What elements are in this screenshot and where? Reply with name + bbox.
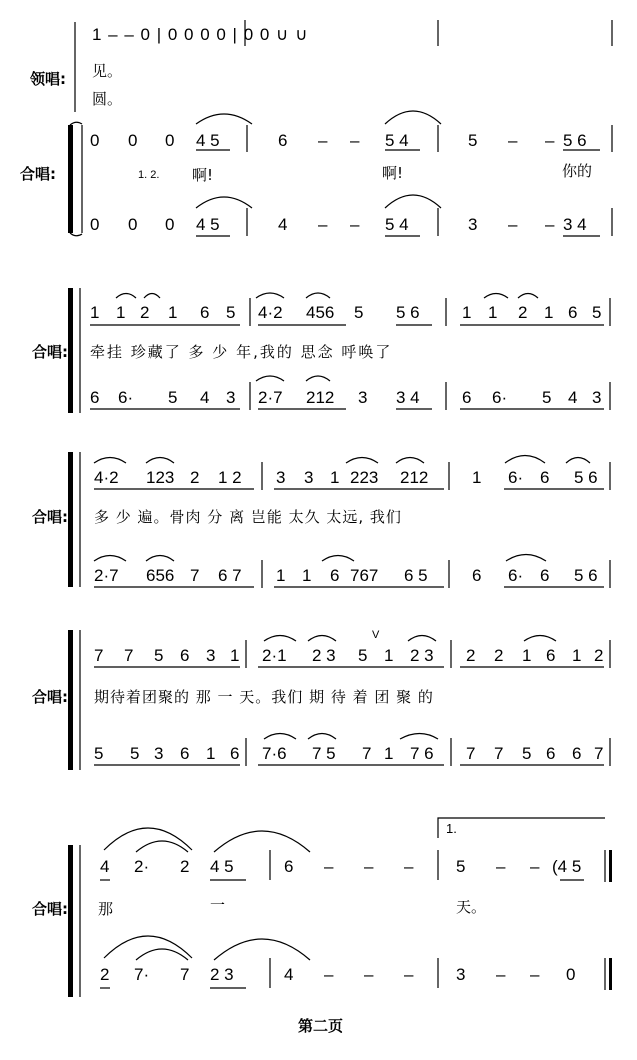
note-token: 3 — [154, 744, 164, 763]
note-token: 3 — [456, 965, 466, 984]
note-token: 3 4 — [563, 215, 587, 234]
note-token: 3 — [206, 646, 216, 665]
note-token: 223 — [350, 468, 379, 487]
note-token: 1 — [472, 468, 482, 487]
note-token: 7 — [190, 566, 200, 585]
note-token: 2 — [180, 857, 190, 876]
note-token: – — [364, 965, 374, 984]
note-token: 4 5 — [210, 857, 234, 876]
note-token: 5 — [354, 303, 364, 322]
note-token: 4 — [278, 215, 288, 234]
note-token: 5 4 — [385, 215, 409, 234]
note-token: 2 — [140, 303, 150, 322]
note-token: 5 — [168, 388, 178, 407]
note-token: – — [350, 215, 360, 234]
note-token: 5 6 — [574, 566, 598, 585]
note-token: 1 — [572, 646, 582, 665]
note-token: – — [508, 215, 518, 234]
note-token: 6 — [278, 131, 288, 150]
note-token: 6 — [330, 566, 340, 585]
note-token: 2 3 — [210, 965, 234, 984]
note-token: 4 5 — [196, 131, 220, 150]
lyric-s5-b: 一 — [210, 896, 226, 914]
note-token: 6 — [90, 388, 100, 407]
lyric-s1-a: 啊! — [192, 166, 214, 184]
note-token: 6· — [118, 388, 134, 407]
note-token: 5 — [522, 744, 532, 763]
volta-1: 1. — [446, 821, 457, 836]
lyric-s5-c: 天。 — [456, 898, 487, 916]
note-token: – — [324, 965, 334, 984]
note-token: – — [364, 857, 374, 876]
note-token: 5 — [154, 646, 164, 665]
note-token: 2 — [190, 468, 200, 487]
lead-notes: 1 – – 0 | 0 0 0 0 | 0 0 ∪ ∪ — [92, 25, 309, 44]
note-token: – — [530, 857, 540, 876]
note-token: 5 6 — [563, 131, 587, 150]
note-token: 656 — [146, 566, 175, 585]
note-token: (4 5 — [552, 857, 582, 876]
note-token: 1 — [330, 468, 340, 487]
note-token: 6 — [180, 646, 190, 665]
note-token: 4 — [200, 388, 210, 407]
note-token: – — [508, 131, 518, 150]
note-token: 767 — [350, 566, 379, 585]
lead-label: 领唱: — [30, 70, 66, 88]
note-token: 2 — [594, 646, 604, 665]
note-token: 6· — [508, 468, 524, 487]
lyric-s1-b: 啊! — [382, 164, 404, 182]
note-token: 5 — [468, 131, 478, 150]
note-token: 0 — [165, 131, 175, 150]
lyric-s3: 多 少 遍。骨肉 分 离 岂能 太久 太远, 我们 — [94, 508, 402, 526]
note-token: 2 3 — [410, 646, 434, 665]
note-token: 5 — [542, 388, 552, 407]
lyric-s4: 期待着团聚的 那 一 天。我们 期 待 着 团 聚 的 — [94, 688, 434, 706]
note-token: 6 — [572, 744, 582, 763]
note-token: 6 — [230, 744, 240, 763]
note-token: 1 — [206, 744, 216, 763]
note-token: 2·7 — [94, 566, 119, 585]
note-token: 1 — [384, 646, 394, 665]
note-token: – — [350, 131, 360, 150]
chorus-label-4: 合唱: — [32, 688, 68, 706]
note-token: – — [318, 215, 328, 234]
note-token: 3 4 — [396, 388, 420, 407]
note-token: 2 — [100, 965, 110, 984]
note-token: 2 — [518, 303, 528, 322]
note-token: 5 6 — [396, 303, 420, 322]
note-token: 6· — [492, 388, 508, 407]
note-token: 7 — [180, 965, 190, 984]
lyric-s2: 牵挂 珍藏了 多 少 年,我的 思念 呼唤了 — [90, 343, 393, 361]
note-token: 5 — [456, 857, 466, 876]
volta-marks: 1. 2. — [138, 169, 160, 181]
note-token: 7· — [134, 965, 150, 984]
note-token: 6 — [180, 744, 190, 763]
note-token: 3 — [592, 388, 602, 407]
chorus-label-1: 合唱: — [20, 165, 56, 183]
note-token: 212 — [400, 468, 429, 487]
note-token: 7 — [362, 744, 372, 763]
note-token: – — [404, 965, 414, 984]
note-token: 1 — [230, 646, 240, 665]
note-token: – — [496, 857, 506, 876]
note-token: 6 5 — [404, 566, 428, 585]
note-token: 6 — [546, 744, 556, 763]
note-token: 4·2 — [258, 303, 283, 322]
chorus-label-5: 合唱: — [32, 900, 68, 918]
note-token: 7 — [594, 744, 604, 763]
note-token: 7 — [466, 744, 476, 763]
note-token: 2 — [494, 646, 504, 665]
note-token: 6 — [546, 646, 556, 665]
note-token: 0 — [90, 131, 100, 150]
note-token: 1 — [116, 303, 126, 322]
note-token: 5 — [358, 646, 368, 665]
chorus-label-3: 合唱: — [32, 508, 68, 526]
note-token: 5 — [226, 303, 236, 322]
note-token: 3 — [226, 388, 236, 407]
lead-lyric-2: 圆。 — [92, 90, 123, 108]
note-token: 1 — [302, 566, 312, 585]
note-token: 0 — [165, 215, 175, 234]
note-token: 7 6 — [410, 744, 434, 763]
note-token: 456 — [306, 303, 335, 322]
note-token: 6· — [508, 566, 524, 585]
note-token: 1 — [522, 646, 532, 665]
note-token: 6 — [540, 566, 550, 585]
note-token: 7 — [124, 646, 134, 665]
note-token: 7 — [494, 744, 504, 763]
note-token: 0 — [128, 131, 138, 150]
note-token: 1 — [168, 303, 178, 322]
note-token: – — [530, 965, 540, 984]
note-token: 1 — [544, 303, 554, 322]
note-token: 4 — [568, 388, 578, 407]
note-token: 2· — [134, 857, 150, 876]
note-token: 5 4 — [385, 131, 409, 150]
note-token: 5 — [592, 303, 602, 322]
note-token: 6 — [200, 303, 210, 322]
note-token: 7 — [94, 646, 104, 665]
note-token: 1 2 — [218, 468, 242, 487]
note-token: 4 — [284, 965, 294, 984]
note-token: 0 — [566, 965, 576, 984]
note-token: 1 — [276, 566, 286, 585]
note-token: 1 — [488, 303, 498, 322]
note-token: 1 — [462, 303, 472, 322]
note-token: 6 — [472, 566, 482, 585]
lead-lyric-1: 见。 — [92, 62, 123, 80]
note-token: 7·6 — [262, 744, 287, 763]
note-token: – — [545, 131, 555, 150]
note-token: 212 — [306, 388, 335, 407]
note-token: 3 — [358, 388, 368, 407]
chorus-label-2: 合唱: — [32, 343, 68, 361]
note-token: 6 — [540, 468, 550, 487]
note-token: 1 — [90, 303, 100, 322]
breath-mark: V — [372, 629, 380, 641]
lyric-s5-a: 那 — [98, 900, 114, 918]
note-token: 5 6 — [574, 468, 598, 487]
note-token: – — [404, 857, 414, 876]
note-token: – — [324, 857, 334, 876]
page-footer: 第二页 — [298, 1017, 344, 1035]
note-token: 4·2 — [94, 468, 119, 487]
note-token: 6 — [462, 388, 472, 407]
note-token: 6 — [568, 303, 578, 322]
note-token: 7 5 — [312, 744, 336, 763]
note-token: 2·1 — [262, 646, 287, 665]
note-token: 3 — [276, 468, 286, 487]
note-token: 4 — [100, 857, 110, 876]
note-token: 3 — [468, 215, 478, 234]
note-token: 1 — [384, 744, 394, 763]
note-token: 0 — [90, 215, 100, 234]
note-token: – — [545, 215, 555, 234]
lyric-s1-c: 你的 — [562, 162, 593, 180]
note-token: 2 3 — [312, 646, 336, 665]
note-token: 4 5 — [196, 215, 220, 234]
note-token: 3 — [304, 468, 314, 487]
note-token: 2 — [466, 646, 476, 665]
note-token: – — [496, 965, 506, 984]
note-token: 123 — [146, 468, 175, 487]
note-token: 2·7 — [258, 388, 283, 407]
note-token: – — [318, 131, 328, 150]
note-token: 5 — [94, 744, 104, 763]
note-token: 6 7 — [218, 566, 242, 585]
note-token: 0 — [128, 215, 138, 234]
note-token: 5 — [130, 744, 140, 763]
note-token: 6 — [284, 857, 294, 876]
